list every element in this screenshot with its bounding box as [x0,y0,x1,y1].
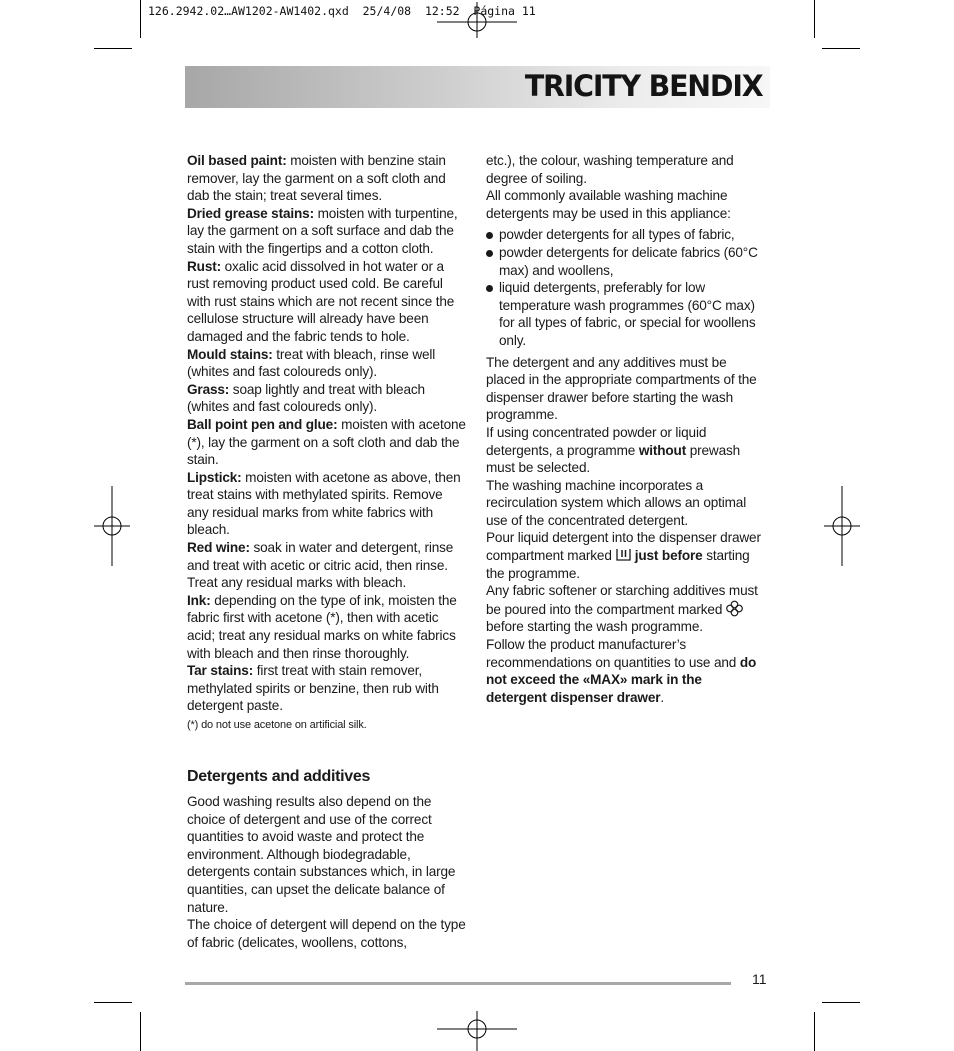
crop-mark [822,48,860,49]
stain-entry [187,381,467,416]
list-item-text: powder detergents for delicate fabrics (60°C max) and woollens, [499,244,758,278]
drawer-compartment-II-icon [616,548,631,561]
stain-text: first treat with stain remover, methylated spirits or benzine, then rub with detergent paste. [187,663,439,714]
stain-entry [187,469,467,539]
emphasis: do not exceed the «MAX» mark in the detergent dispenser drawer [486,654,757,705]
stain-text: oxalic acid dissolved in hot water or a rust removing product used cold. Be careful with rust stains which are not recent since the cellulose structure will already have been damaged and the fabric tends to hole. [187,258,455,344]
registration-mark-icon [437,2,517,38]
stain-text: moisten with benzine stain remover, lay the garment on a soft cloth and dab the stain; treat several times. [187,153,446,204]
bullet-icon [486,250,493,257]
stain-entry [187,346,467,381]
stain-label: Ink: [187,592,211,608]
bullet-icon [486,285,493,292]
stain-label: Mould stains: [187,346,273,362]
stain-entry [187,152,467,205]
text-run: Follow the product manufacturer’s recommendations on quantities to use and [486,637,740,670]
crop-mark [94,48,132,49]
stain-text: treat with bleach, rinse well (whites and fast coloureds only). [187,346,436,380]
stain-label: Lipstick: [187,469,242,485]
text-run: Any fabric softener or starching additives must be poured into the compartment marked [486,583,758,617]
stain-entry [187,662,467,715]
crop-mark [822,1002,860,1003]
stain-text: moisten with acetone (*), lay the garment on a soft cloth and dab the stain. [187,416,466,468]
stain-label: Dried grease stains: [187,205,314,221]
stain-entry [187,539,467,592]
brand-logo: TRICITY BENDIX [524,69,762,103]
crop-mark [140,0,141,38]
header-band [185,66,770,108]
stain-label: Red wine: [187,540,250,556]
detergent-list [486,226,762,349]
emphasis: without [638,442,687,458]
stain-label: Rust: [187,258,221,274]
list-item [486,226,762,244]
stain-entry [187,592,467,662]
list-item-text: powder detergents for all types of fabric, [499,227,735,243]
stain-text: soak in water and detergent, rinse and treat with acetic or citric acid, then rinse. Treat any residual marks with bleach. [187,540,454,591]
text-run: starting the programme. [486,548,750,581]
emphasis: just before [634,548,703,564]
text-run: before starting the wash programme. [486,619,703,635]
stain-text: moisten with turpentine, lay the garment on a soft surface and dab the stain with the fingertips and a cotton cloth. [187,205,458,256]
left-column [187,152,467,951]
paragraph [486,582,762,636]
paragraph [486,636,762,706]
footer-rule [185,982,731,985]
stain-text: depending on the type of ink, moisten the fabric first with acetone (*), then with acetic acid; treat any residual marks on white fabrics with bleach and then rinse thoroughly. [187,592,457,661]
footnote: (*) do not use acetone on artificial silk. [187,719,367,731]
flower-icon [725,600,744,617]
list-item-text: liquid detergents, preferably for low temperature wash programmes (60°C max) for all types of fabric, or special for woollens only. [499,280,756,348]
section-heading: Detergents and additives [187,768,371,785]
paragraph [486,424,762,477]
text-run: Pour liquid detergent into the dispenser drawer compartment marked [486,530,761,564]
crop-mark [140,1012,141,1051]
paragraph: Good washing results also depend on the choice of detergent and use of the correct quantities to avoid waste and protect the environment. Although biodegradable, detergents contain substances which, in large quantities, can upset the delicate balance of nature. [187,794,456,915]
paragraph [486,529,762,582]
paragraph: The washing machine incorporates a recirculation system which allows an optimal use of the concentrated detergent. [486,477,747,528]
list-item [486,279,762,349]
registration-mark-icon [824,486,860,566]
right-column [486,152,762,706]
text-run: If using concentrated powder or liquid detergents, a programme [486,424,707,458]
stain-entry [187,258,467,346]
stain-label: Oil based paint: [187,153,287,168]
page-number: 11 [752,971,767,987]
registration-mark-icon [437,1011,517,1051]
stain-entry [187,205,467,258]
text-run: . [660,689,665,705]
paragraph: The choice of detergent will depend on the type of fabric (delicates, woollens, cottons, [187,917,466,950]
bullet-icon [486,232,493,239]
paragraph: etc.), the colour, washing temperature and degree of soiling. [486,153,734,186]
stain-label: Ball point pen and glue: [187,416,338,432]
paragraph: All commonly available washing machine detergents may be used in this appliance: [486,188,731,221]
stain-text: moisten with acetone as above, then treat stains with methylated spirits. Remove any residual marks from white fabrics with bleach. [187,469,461,538]
list-item [486,244,762,279]
text-run: prewash must be selected. [486,442,741,476]
crop-mark [94,1002,132,1003]
print-slug: 126.2942.02…AW1202-AW1402.qxd 25/4/08 12:52 Página 11 [148,4,536,18]
crop-mark [814,1012,815,1051]
registration-mark-icon [94,486,130,566]
paragraph: The detergent and any additives must be placed in the appropriate compartments of the dispenser drawer before starting the wash programme. [486,354,757,423]
crop-mark [814,0,815,38]
stain-entry [187,416,467,469]
stain-text: soap lightly and treat with bleach (whites and fast coloureds only). [187,381,425,415]
stain-label: Grass: [187,381,230,397]
stain-label: Tar stains: [187,663,254,679]
